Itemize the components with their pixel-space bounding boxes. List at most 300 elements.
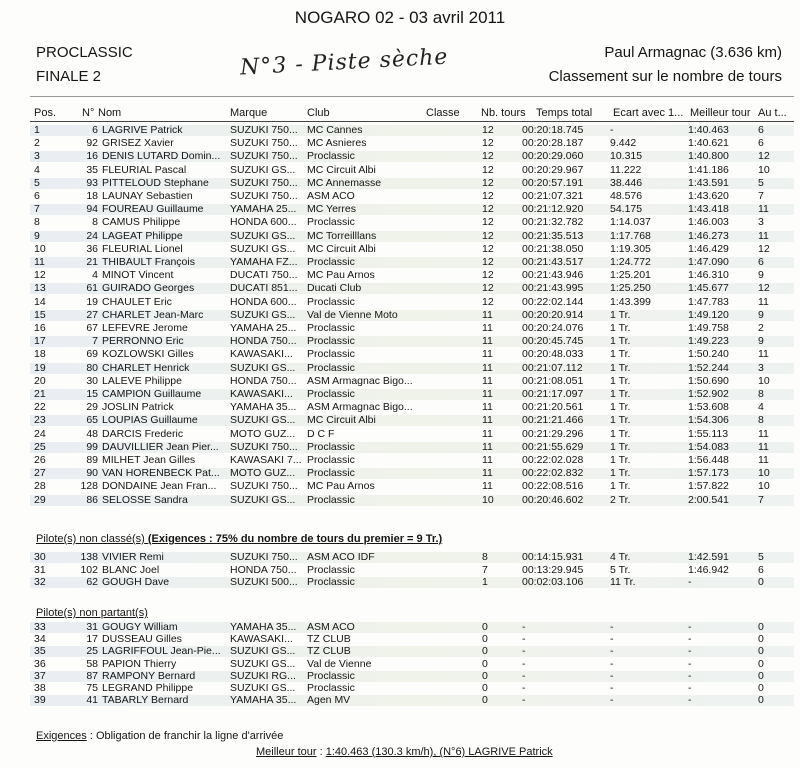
cell-temps: 00:21:38.050 — [522, 242, 584, 255]
cell-nom: FOUREAU Guillaume — [102, 204, 204, 216]
table-row — [30, 455, 794, 466]
cell-club: Proclassic — [307, 564, 355, 576]
cell-marque: SUZUKI GS... — [230, 362, 296, 374]
cell-tours: 11 — [482, 440, 493, 453]
cell-temps: 00:13:29.945 — [522, 563, 584, 576]
cell-marque: SUZUKI 750... — [230, 138, 298, 150]
cell-temps: 00:20:46.602 — [522, 493, 584, 506]
cell-num: 61 — [86, 282, 98, 295]
cell-nom: DARCIS Frederic — [102, 428, 184, 440]
page-title: NOGARO 02 - 03 avril 2011 — [294, 8, 506, 27]
table-row — [30, 468, 794, 479]
cell-club: Proclassic — [307, 468, 355, 480]
cell-au: 12 — [758, 150, 770, 163]
cell-num: 21 — [86, 256, 98, 268]
cell-temps: 00:20:28.187 — [522, 137, 584, 150]
cell-temps: 00:22:02.832 — [522, 467, 584, 480]
table-row — [30, 402, 794, 413]
cell-tours: 11 — [482, 480, 493, 493]
cell-temps: - — [522, 669, 526, 682]
cell-au: 3 — [758, 216, 764, 229]
cell-num: 89 — [86, 454, 98, 466]
cell-ecart: 1 Tr. — [610, 335, 631, 348]
cell-club: Agen MV — [307, 695, 351, 707]
cell-tours: 11 — [482, 427, 493, 440]
cell-marque: HONDA 600... — [230, 217, 297, 229]
cell-tours: 12 — [482, 203, 494, 216]
cell-marque: SUZUKI GS... — [230, 415, 296, 427]
cell-pos: 24 — [34, 427, 46, 440]
table-row — [30, 323, 794, 334]
cell-ecart: - — [610, 124, 614, 136]
col-club: Club — [307, 107, 330, 119]
cell-au: 2 — [758, 322, 764, 334]
column-header-rule — [30, 121, 794, 122]
cell-club: Proclassic — [307, 683, 355, 694]
cell-temps: 00:21:43.517 — [522, 256, 584, 268]
table-row — [30, 310, 794, 321]
table-row — [30, 429, 794, 440]
cell-nom: PERRONNO Eric — [102, 336, 184, 348]
cell-club: Proclassic — [307, 670, 355, 682]
cell-ecart: 1 Tr. — [610, 440, 631, 453]
cell-ecart: - — [610, 669, 614, 682]
cell-club: Proclassic — [307, 323, 355, 334]
cell-club: Proclassic — [307, 336, 355, 348]
cell-club: MC Yerres — [307, 204, 357, 216]
cell-ecart: 1 Tr. — [610, 348, 631, 361]
cell-ecart: 54.175 — [610, 203, 643, 216]
cell-club: ASM ACO IDF — [307, 552, 375, 563]
cell-ecart: 11 Tr. — [610, 576, 636, 588]
cell-club: TZ CLUB — [307, 646, 351, 658]
cell-pos: 10 — [34, 242, 46, 255]
cell-pos: 33 — [34, 621, 46, 633]
cell-best: 1:43.620 — [688, 190, 729, 202]
cell-temps: 00:02:03.106 — [522, 576, 584, 588]
cell-club: MC Pau Arnos — [307, 481, 375, 493]
cell-nom: PAPION Thierry — [102, 658, 177, 670]
cell-au: 6 — [758, 137, 764, 150]
cell-temps: 00:20:45.745 — [522, 335, 584, 348]
cell-au: 5 — [758, 176, 764, 189]
cell-num: 24 — [86, 229, 98, 242]
cell-pos: 29 — [34, 493, 46, 506]
cell-ecart: 1:14.037 — [610, 216, 651, 229]
cell-pos: 39 — [34, 694, 46, 707]
cell-marque: YAMAHA 25... — [230, 323, 297, 334]
table-row — [30, 634, 794, 645]
cell-ecart: - — [610, 694, 614, 707]
cell-ecart: 10.315 — [610, 150, 643, 163]
table-row — [30, 646, 794, 657]
cell-num: 75 — [86, 682, 98, 694]
cell-best: - — [688, 621, 692, 633]
cell-ecart: - — [610, 682, 614, 694]
cell-best: - — [688, 576, 692, 588]
cell-pos: 36 — [34, 657, 46, 670]
cell-num: 4 — [92, 269, 98, 282]
table-row — [30, 204, 794, 215]
cell-club: MC Torreilllans — [307, 230, 377, 242]
cell-au: 0 — [758, 694, 764, 707]
cell-club: MC Pau Arnos — [307, 270, 375, 282]
cell-nom: GRISEZ Xavier — [102, 138, 174, 150]
table-row — [30, 481, 794, 492]
table-row — [30, 297, 794, 308]
cell-pos: 35 — [34, 645, 46, 658]
cell-best: 1:55.113 — [688, 427, 729, 440]
cell-tours: 0 — [482, 694, 488, 707]
cell-temps: 00:21:17.097 — [522, 388, 584, 400]
cell-ecart: 1:17.768 — [610, 229, 651, 242]
cell-au: 9 — [758, 335, 764, 348]
cell-marque: SUZUKI 750... — [230, 552, 298, 563]
cell-club: MC Cannes — [307, 125, 363, 136]
cell-tours: 11 — [482, 335, 493, 348]
cell-ecart: 11.222 — [610, 163, 642, 176]
cell-au: 10 — [758, 374, 770, 387]
cell-tours: 8 — [482, 551, 488, 563]
cell-club: Proclassic — [307, 362, 355, 374]
table-row — [30, 217, 794, 228]
cell-num: 94 — [86, 203, 98, 216]
cell-au: 0 — [758, 633, 764, 646]
cell-au: 6 — [758, 563, 764, 576]
cell-temps: 00:21:12.920 — [522, 203, 584, 216]
cell-num: 80 — [86, 361, 98, 374]
cell-temps: - — [522, 621, 526, 633]
cell-temps: - — [522, 645, 526, 658]
cell-pos: 20 — [34, 374, 46, 387]
cell-nom: CAMPION Guillaume — [102, 389, 202, 400]
cell-club: Proclassic — [307, 455, 355, 466]
cell-ecart: 48.576 — [610, 190, 643, 202]
table-row — [30, 577, 794, 588]
table-row — [30, 363, 794, 374]
cell-tours: 0 — [482, 621, 488, 633]
header-divider — [30, 96, 794, 97]
cell-club: Proclassic — [307, 257, 355, 268]
cell-num: 17 — [86, 633, 98, 646]
cell-tours: 12 — [482, 124, 494, 136]
col-tours: Nb. tours — [481, 107, 526, 119]
cell-num: 92 — [86, 137, 98, 150]
col-ecart: Ecart avec 1... — [613, 107, 684, 119]
col-pos: Pos. — [34, 107, 57, 119]
cell-best: 1:56.448 — [688, 454, 729, 466]
cell-marque: SUZUKI GS... — [230, 230, 296, 242]
cell-club: ASM ACO — [307, 622, 355, 633]
cell-num: 31 — [86, 621, 98, 633]
cell-club: MC Circuit Albi — [307, 243, 376, 255]
cell-nom: TABARLY Bernard — [102, 695, 189, 707]
cell-club: Val de Vienne Moto — [307, 309, 398, 321]
cell-num: 62 — [86, 576, 98, 588]
cell-nom: LAGRIVE Patrick — [102, 125, 183, 136]
cell-club: MC Asnieres — [307, 138, 367, 150]
cell-temps: 00:21:55.629 — [522, 440, 584, 453]
cell-nom: JOSLIN Patrick — [102, 402, 174, 414]
cell-best: - — [688, 657, 692, 670]
cell-ecart: 1 Tr. — [610, 427, 631, 440]
cell-best: 1:50.240 — [688, 348, 729, 361]
cell-marque: HONDA 750... — [230, 375, 297, 387]
cell-nom: GOUGY William — [102, 622, 178, 633]
cell-nom: CHAULET Eric — [102, 296, 172, 308]
cell-au: 8 — [758, 414, 764, 427]
cell-best: 1:49.120 — [688, 308, 729, 321]
cell-marque: SUZUKI 750... — [230, 125, 298, 136]
cell-au: 0 — [758, 682, 764, 694]
cell-au: 11 — [758, 440, 769, 453]
cell-pos: 31 — [34, 563, 46, 576]
table-row — [30, 552, 794, 563]
cell-tours: 12 — [482, 229, 494, 242]
cell-nom: THIBAULT François — [102, 257, 195, 268]
cell-ecart: 1 Tr. — [610, 480, 631, 493]
cell-marque: SUZUKI GS... — [230, 658, 296, 670]
cell-nom: CHARLET Jean-Marc — [102, 309, 204, 321]
table-row — [30, 671, 794, 682]
cell-nom: LAUNAY Sebastien — [102, 191, 193, 202]
cell-pos: 18 — [34, 348, 46, 361]
cell-best: 1:42.591 — [688, 551, 729, 563]
cell-best: - — [688, 645, 692, 658]
table-row — [30, 389, 794, 400]
cell-temps: 00:21:35.513 — [522, 229, 584, 242]
cell-num: 16 — [86, 150, 98, 163]
cell-au: 11 — [758, 454, 769, 466]
table-row — [30, 178, 794, 189]
cell-pos: 9 — [34, 229, 40, 242]
cell-au: 8 — [758, 388, 764, 400]
table-row — [30, 376, 794, 387]
cell-marque: SUZUKI 750... — [230, 177, 298, 189]
cell-nom: VIVIER Remi — [102, 552, 164, 563]
cell-ecart: 9.442 — [610, 137, 637, 150]
table-row — [30, 442, 794, 453]
cell-pos: 37 — [34, 669, 46, 682]
cell-marque: SUZUKI GS... — [230, 243, 296, 255]
cell-marque: SUZUKI GS... — [230, 494, 296, 506]
cell-temps: 00:21:07.112 — [522, 361, 583, 374]
cell-num: 7 — [92, 335, 98, 348]
cell-pos: 25 — [34, 440, 46, 453]
cell-tours: 12 — [482, 190, 494, 202]
non-classified-heading: Pilote(s) non classé(s) (Exigences : 75% du nombre de tours du premier = 9 Tr.) — [36, 533, 443, 545]
cell-num: 93 — [86, 176, 98, 189]
cell-club: MC Circuit Albi — [307, 415, 376, 427]
cell-pos: 7 — [34, 203, 40, 216]
cell-temps: 00:22:08.516 — [522, 480, 584, 493]
cell-marque: YAMAHA 35... — [230, 402, 297, 414]
cell-au: 7 — [758, 190, 764, 202]
cell-num: 27 — [86, 308, 98, 321]
cell-num: 58 — [86, 657, 98, 670]
cell-best: 1:40.463 — [688, 124, 729, 136]
cell-club: Proclassic — [307, 217, 355, 229]
cell-best: - — [688, 694, 692, 707]
cell-pos: 22 — [34, 401, 46, 414]
cell-num: 69 — [86, 348, 98, 361]
table-row — [30, 283, 794, 294]
cell-pos: 19 — [34, 361, 46, 374]
table-row — [30, 565, 794, 576]
cell-au: 10 — [758, 480, 770, 493]
cell-temps: 00:21:29.296 — [522, 427, 584, 440]
cell-marque: YAMAHA 35... — [230, 622, 297, 633]
cell-marque: MOTO GUZ... — [230, 428, 296, 440]
cell-marque: YAMAHA FZ... — [230, 257, 298, 268]
col-best: Meilleur tour — [690, 107, 751, 119]
cell-tours: 11 — [482, 322, 493, 334]
race-label: FINALE 2 — [36, 68, 102, 85]
cell-au: 12 — [758, 242, 770, 255]
cell-num: 15 — [86, 388, 98, 400]
cell-temps: 00:21:32.782 — [522, 216, 584, 229]
cell-club: ASM Armagnac Bigo... — [307, 402, 413, 414]
cell-au: 3 — [758, 361, 764, 374]
cell-nom: FLEURIAL Pascal — [102, 164, 187, 176]
table-row — [30, 683, 794, 694]
cell-nom: LAGRIFFOUL Jean-Pie... — [102, 646, 221, 658]
cell-marque: KAWASAKI... — [230, 634, 293, 646]
cell-best: 1:50.690 — [688, 374, 729, 387]
cell-nom: FLEURIAL Lionel — [102, 243, 183, 255]
cell-tours: 12 — [482, 295, 494, 308]
cell-pos: 14 — [34, 295, 46, 308]
cell-nom: MINOT Vincent — [102, 270, 174, 282]
cell-ecart: 1:43.399 — [610, 295, 651, 308]
cell-nom: DENIS LUTARD Domin... — [102, 151, 221, 163]
cell-tours: 11 — [482, 308, 493, 321]
cell-tours: 12 — [482, 242, 494, 255]
cell-ecart: 1:19.305 — [610, 242, 651, 255]
category-label: PROCLASSIC — [36, 44, 133, 61]
cell-ecart: 1 Tr. — [610, 361, 631, 374]
cell-marque: SUZUKI 750... — [230, 481, 298, 493]
cell-club: Val de Vienne — [307, 658, 372, 670]
cell-num: 35 — [86, 163, 98, 176]
cell-au: 0 — [758, 576, 764, 588]
col-au: Au t... — [758, 107, 787, 119]
cell-club: Proclassic — [307, 389, 355, 400]
cell-pos: 28 — [34, 480, 46, 493]
cell-tours: 11 — [482, 374, 493, 387]
cell-ecart: 1 Tr. — [610, 454, 631, 466]
cell-au: 5 — [758, 551, 764, 563]
cell-marque: SUZUKI GS... — [230, 309, 296, 321]
cell-pos: 6 — [34, 190, 40, 202]
cell-pos: 8 — [34, 216, 40, 229]
cell-tours: 12 — [482, 163, 494, 176]
cell-nom: LOUPIAS Guillaume — [102, 415, 198, 427]
cell-ecart: 1:25.250 — [610, 282, 651, 295]
cell-nom: LALEVE Philippe — [102, 375, 182, 387]
cell-ecart: 1 Tr. — [610, 388, 631, 400]
cell-temps: 00:20:24.076 — [522, 322, 584, 334]
cell-ecart: - — [610, 621, 614, 633]
cell-ecart: - — [610, 645, 614, 658]
cell-marque: KAWASAKI 7... — [230, 455, 302, 466]
cell-ecart: 2 Tr. — [610, 493, 631, 506]
cell-club: Proclassic — [307, 441, 355, 453]
cell-ecart: 1 Tr. — [610, 401, 631, 414]
cell-temps: 00:21:07.321 — [522, 190, 584, 202]
cell-temps: 00:22:02.028 — [522, 454, 584, 466]
cell-marque: SUZUKI GS... — [230, 646, 296, 658]
cell-marque: DUCATI 750... — [230, 270, 298, 282]
cell-num: 102 — [80, 563, 98, 576]
cell-pos: 27 — [34, 467, 46, 480]
cell-tours: 11 — [482, 467, 493, 480]
cell-nom: VAN HORENBECK Pat... — [102, 468, 220, 480]
cell-temps: 00:21:20.561 — [522, 401, 584, 414]
cell-tours: 12 — [482, 269, 494, 282]
col-temps: Temps total — [536, 107, 593, 119]
col-marque: Marque — [230, 107, 268, 119]
cell-club: MC Circuit Albi — [307, 164, 376, 176]
cell-tours: 11 — [482, 361, 493, 374]
cell-tours: 0 — [482, 633, 488, 646]
table-row — [30, 495, 794, 506]
table-row — [30, 622, 794, 633]
cell-nom: RAMPONY Bernard — [102, 670, 196, 682]
cell-club: TZ CLUB — [307, 634, 351, 646]
cell-nom: DAUVILLIER Jean Pier... — [102, 441, 219, 453]
cell-best: 1:57.822 — [688, 480, 729, 493]
cell-pos: 38 — [34, 682, 46, 694]
cell-nom: MILHET Jean Gilles — [102, 455, 196, 466]
cell-num: 128 — [80, 480, 98, 493]
cell-tours: 7 — [482, 563, 488, 576]
cell-club: Proclassic — [307, 494, 355, 506]
cell-ecart: 1 Tr. — [610, 467, 631, 480]
cell-marque: HONDA 750... — [230, 564, 297, 576]
cell-tours: 0 — [482, 645, 488, 658]
cell-ecart: - — [610, 633, 614, 646]
cell-temps: 00:20:48.033 — [522, 348, 584, 361]
cell-tours: 11 — [482, 454, 493, 466]
table-row — [30, 138, 794, 149]
cell-pos: 17 — [34, 335, 46, 348]
cell-ecart: 1:25.201 — [610, 269, 651, 282]
cell-best: 1:54.083 — [688, 440, 729, 453]
cell-best: 1:45.677 — [688, 282, 729, 295]
cell-temps: 00:20:20.914 — [522, 308, 584, 321]
cell-au: 11 — [758, 427, 769, 440]
cell-best: 1:52.244 — [688, 361, 729, 374]
cell-ecart: 1 Tr. — [610, 322, 631, 334]
cell-temps: 00:21:43.946 — [522, 269, 584, 282]
cell-num: 99 — [86, 440, 98, 453]
cell-num: 67 — [86, 322, 98, 334]
cell-pos: 34 — [34, 633, 46, 646]
cell-au: 11 — [758, 203, 769, 216]
cell-ecart: 1 Tr. — [610, 374, 631, 387]
cell-club: Proclassic — [307, 349, 355, 361]
cell-best: - — [688, 669, 692, 682]
cell-club: Proclassic — [307, 151, 355, 163]
table-row — [30, 165, 794, 176]
cell-ecart: 4 Tr. — [610, 551, 631, 563]
cell-tours: 11 — [482, 401, 493, 414]
cell-best: - — [688, 633, 692, 646]
cell-marque: HONDA 600... — [230, 296, 297, 308]
cell-nom: CHARLET Henrick — [102, 362, 190, 374]
table-row — [30, 244, 794, 255]
